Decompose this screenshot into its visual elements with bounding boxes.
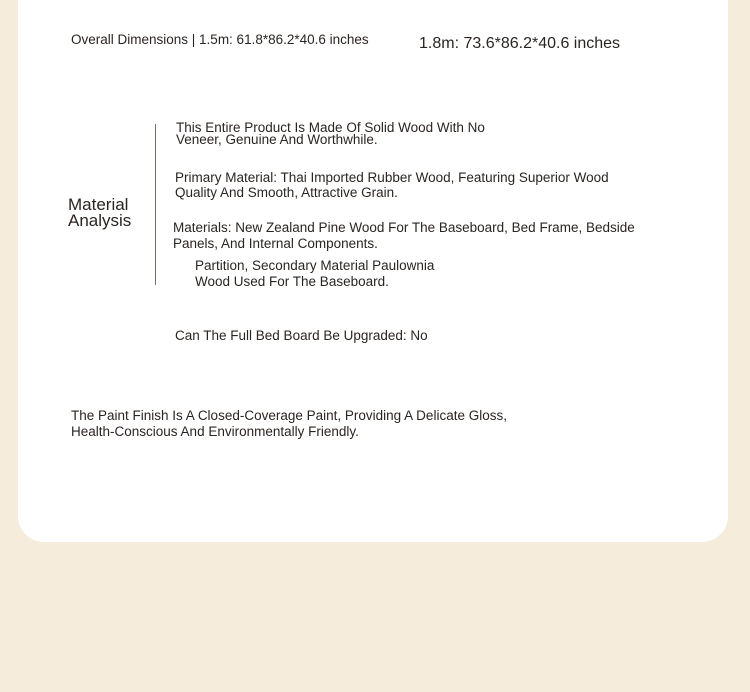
heading-line-2: Analysis	[68, 211, 132, 230]
upgrade-line: Can The Full Bed Board Be Upgraded: No	[175, 328, 428, 343]
primary-material-line-1: Primary Material: Thai Imported Rubber Wood, Featuring Superior Wood	[175, 170, 609, 185]
primary-material-note	[175, 170, 609, 200]
partition-note	[195, 258, 434, 290]
solid-wood-note	[176, 122, 485, 146]
dimensions-1-8m: 1.8m: 73.6*86.2*40.6 inches	[419, 35, 621, 52]
primary-material-line-2: Quality And Smooth, Attractive Grain.	[175, 185, 398, 200]
solid-wood-line-1: This Entire Product Is Made Of Solid Wood With No	[176, 120, 485, 135]
bed-board-upgrade-note	[175, 328, 428, 344]
solid-wood-line-2: Veneer, Genuine And Worthwhile.	[176, 132, 378, 147]
paint-line-2: Health-Conscious And Environmentally Friendly.	[71, 424, 359, 439]
section-divider	[155, 124, 156, 285]
paint-finish-note	[71, 408, 507, 440]
paint-line-1: The Paint Finish Is A Closed-Coverage Paint, Providing A Delicate Gloss,	[71, 408, 507, 423]
partition-line-2: Wood Used For The Baseboard.	[195, 274, 389, 289]
material-analysis-heading	[68, 197, 131, 229]
dimensions-1-5m: Overall Dimensions | 1.5m: 61.8*86.2*40.6 inches	[71, 32, 369, 47]
materials-line-2: Panels, And Internal Components.	[173, 236, 378, 251]
partition-line-1: Partition, Secondary Material Paulownia	[195, 258, 435, 273]
heading-line-1: Material	[68, 195, 129, 214]
materials-line-1: Materials: New Zealand Pine Wood For The Baseboard, Bed Frame, Bedside	[173, 220, 635, 235]
materials-note	[173, 220, 635, 252]
